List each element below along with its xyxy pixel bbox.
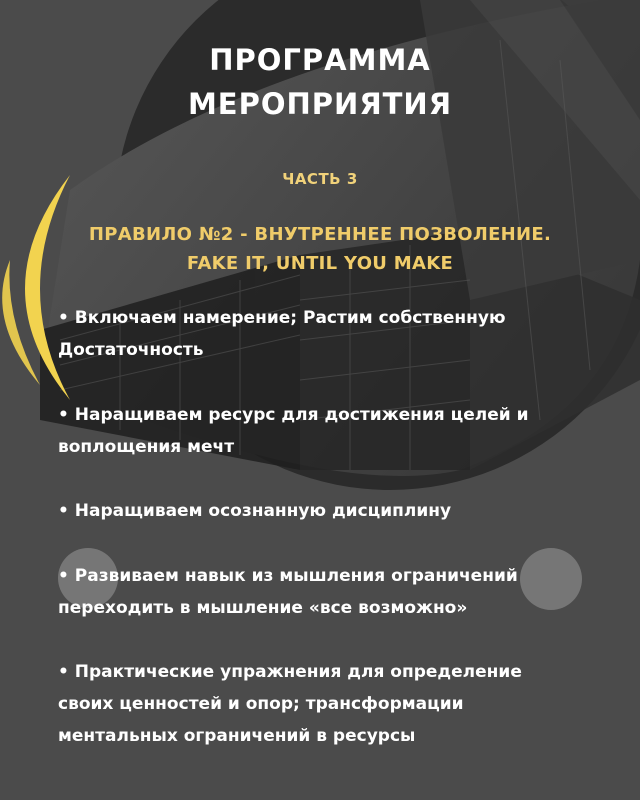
bullet-text: • Практические упражнения для определение	[58, 662, 522, 682]
bullet-text: • Развиваем навык из мышления ограничений	[58, 566, 518, 586]
bullet-text: Достаточность	[58, 340, 204, 360]
bullet-item	[58, 656, 588, 752]
rule-line-2: FAKE IT, UNTIL YOU MAKE	[186, 253, 454, 274]
bullet-item	[58, 560, 588, 624]
bullet-text: • Наращиваем осознанную дисциплину	[58, 501, 452, 521]
bullet-item	[58, 495, 588, 527]
part-label: ЧАСТЬ 3	[282, 170, 358, 188]
bullet-item	[58, 302, 588, 366]
bullet-text: ментальных ограничений в ресурсы	[58, 726, 416, 746]
bullet-text: воплощения мечт	[58, 437, 235, 457]
title-line-1: ПРОГРАММА	[209, 43, 431, 77]
bullet-text: переходить в мышление «все возможно»	[58, 598, 468, 618]
bullet-text: • Наращиваем ресурс для достижения целей и	[58, 405, 529, 425]
title-line-2: МЕРОПРИЯТИЯ	[187, 87, 453, 121]
page-title	[0, 38, 640, 126]
bullet-text: своих ценностей и опор; трансформации	[58, 694, 464, 714]
rule-heading	[0, 220, 640, 278]
bullet-item	[58, 399, 588, 463]
bullet-text: • Включаем намерение; Растим собственную	[58, 308, 506, 328]
rule-line-1: ПРАВИЛО №2 - ВНУТРЕННЕЕ ПОЗВОЛЕНИЕ.	[88, 224, 552, 245]
